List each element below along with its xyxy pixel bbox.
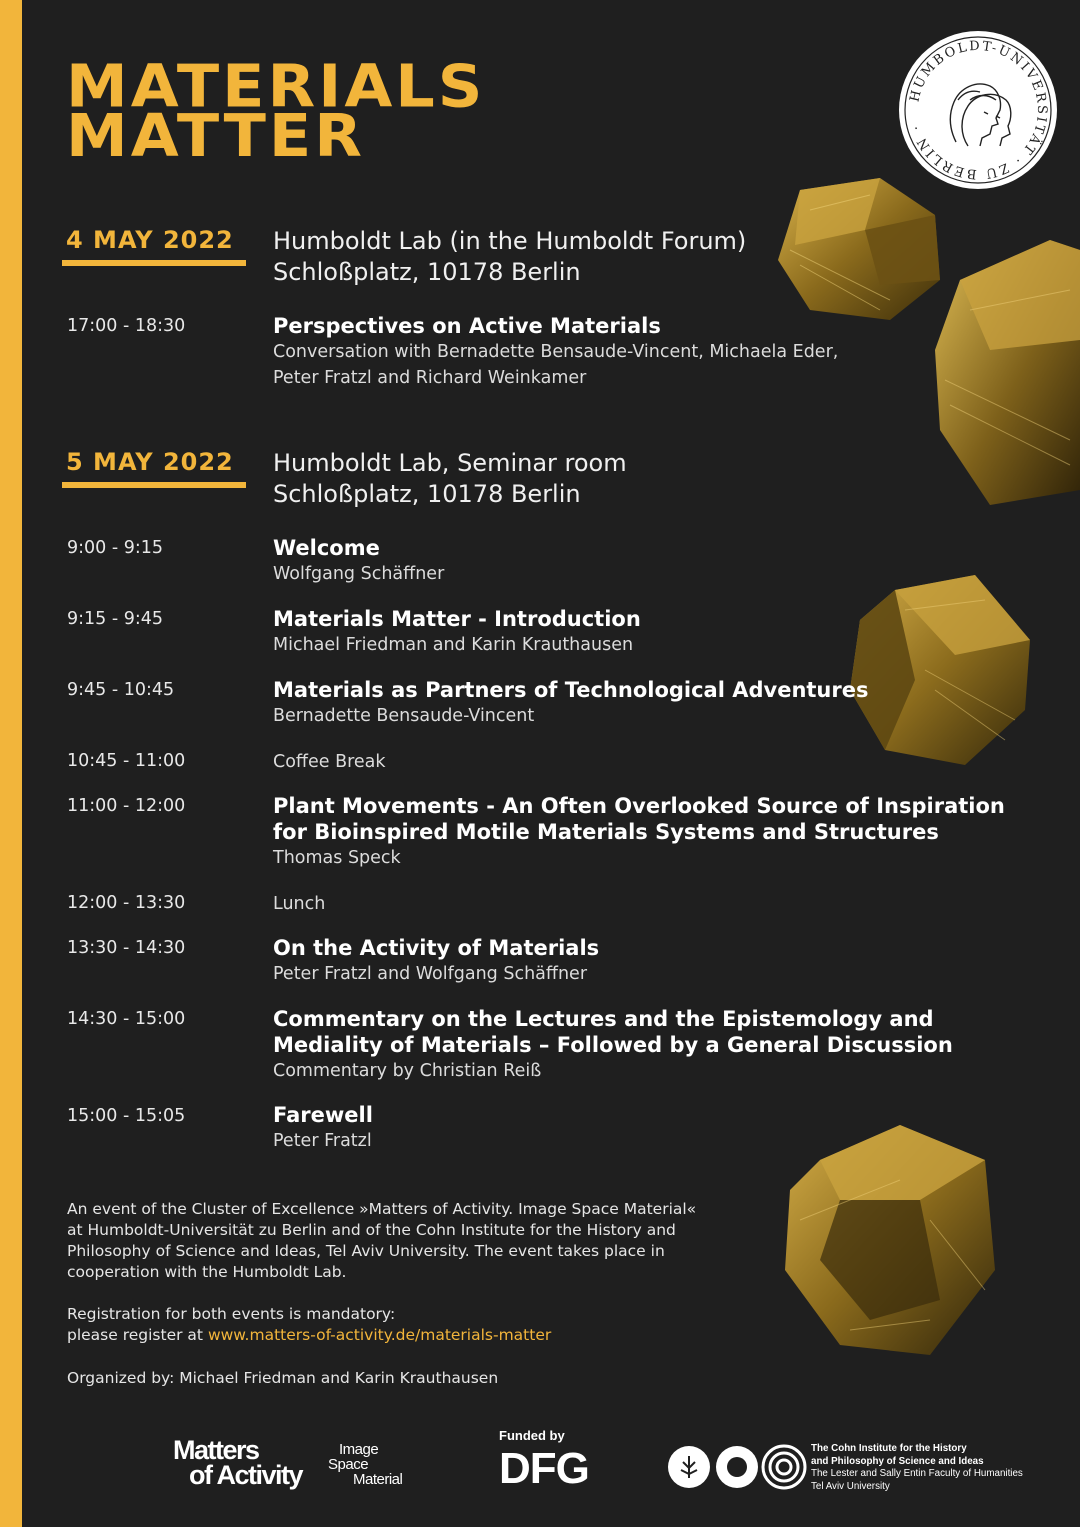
session-break: Lunch xyxy=(273,894,326,914)
day1-date-underline xyxy=(62,260,246,266)
seal-text: HUMBOLDT-UNIVERSITÄT · ZU BERLIN · xyxy=(907,38,1050,182)
session-speakers: Commentary by Christian Reiß xyxy=(273,1061,542,1081)
crystal-image-3 xyxy=(845,570,1040,770)
registration-line xyxy=(67,1325,707,1346)
session-title: Farewell xyxy=(273,1103,373,1127)
session-speakers: Conversation with Bernadette Bensaude-Vincent, Michaela Eder, xyxy=(273,342,839,362)
session-time: 10:45 - 11:00 xyxy=(67,751,186,771)
session-title: Welcome xyxy=(273,536,380,560)
image-space-material-logo xyxy=(328,1442,402,1487)
cohn-line-3: The Lester and Sally Entin Faculty of Humanities xyxy=(811,1468,1023,1479)
dfg-wordmark: DFG xyxy=(499,1444,589,1493)
session-speakers: Peter Fratzl xyxy=(273,1131,372,1151)
crystal-image-4 xyxy=(780,1120,1000,1360)
session-speakers: Michael Friedman and Karin Krauthausen xyxy=(273,635,634,655)
session-speakers: Peter Fratzl and Wolfgang Schäffner xyxy=(273,964,588,984)
registration-prefix: please register at xyxy=(67,1326,208,1344)
session-item xyxy=(273,606,641,658)
cohn-line-4: Tel Aviv University xyxy=(811,1480,890,1492)
session-time: 14:30 - 15:00 xyxy=(67,1009,186,1029)
title-line-1: MATERIALS xyxy=(66,51,486,121)
day2-venue-line-1: Humboldt Lab, Seminar room xyxy=(273,449,627,477)
cohn-line-2: and Philosophy of Science and Ideas xyxy=(811,1455,984,1467)
session-time: 13:30 - 14:30 xyxy=(67,938,186,958)
humboldt-university-seal xyxy=(898,30,1058,190)
day2-venue-line-2: Schloßplatz, 10178 Berlin xyxy=(273,480,581,508)
matters-of-activity-logo xyxy=(173,1435,303,1490)
session-speakers: Thomas Speck xyxy=(273,848,401,868)
day2-venue xyxy=(273,448,627,510)
session-time: 11:00 - 12:00 xyxy=(67,796,186,816)
session-item xyxy=(273,535,444,587)
moa-logo-line-2: of Activity xyxy=(189,1460,303,1490)
session-time: 12:00 - 13:30 xyxy=(67,893,186,913)
session-title: Perspectives on Active Materials xyxy=(273,314,661,338)
session-item xyxy=(273,1102,373,1154)
cohn-institute-logo-text xyxy=(811,1443,1023,1493)
session-title: Plant Movements - An Often Overlooked Source of Inspiration xyxy=(273,794,1005,818)
registration-note xyxy=(67,1304,707,1346)
description-line: cooperation with the Humboldt Lab. xyxy=(67,1263,347,1281)
ism-logo-line-2: Space xyxy=(328,1456,369,1473)
ism-logo-line-3: Material xyxy=(353,1471,403,1488)
title-line-2: MATTER xyxy=(66,100,365,171)
day1-date: 4 MAY 2022 xyxy=(66,226,234,254)
session-speakers: Bernadette Bensaude-Vincent xyxy=(273,706,535,726)
day2-date: 5 MAY 2022 xyxy=(66,448,234,476)
description-line: Philosophy of Science and Ideas, Tel Aviv University. The event takes place in xyxy=(67,1242,665,1260)
crystal-image-2 xyxy=(930,230,1080,510)
funded-by-label: Funded by xyxy=(499,1428,565,1443)
accent-stripe xyxy=(0,0,22,1527)
ism-logo-line-1: Image xyxy=(339,1441,379,1458)
moa-logo-line-1: Matters xyxy=(173,1435,259,1465)
session-item xyxy=(273,749,386,775)
session-title: Materials as Partners of Technological Adventures xyxy=(273,678,869,702)
registration-line: Registration for both events is mandatory: xyxy=(67,1305,396,1323)
session-item xyxy=(273,677,869,729)
cohn-line-1: The Cohn Institute for the History xyxy=(811,1443,967,1454)
session-title: On the Activity of Materials xyxy=(273,936,600,960)
session-item xyxy=(273,1006,953,1084)
description-line: An event of the Cluster of Excellence »Matters of Activity. Image Space Material« xyxy=(67,1200,697,1218)
session-title: Mediality of Materials – Followed by a General Discussion xyxy=(273,1033,953,1057)
session-title: for Bioinspired Motile Materials Systems and Structures xyxy=(273,820,939,844)
day1-venue-line-2: Schloßplatz, 10178 Berlin xyxy=(273,258,581,286)
registration-link[interactable]: www.matters-of-activity.de/materials-matter xyxy=(207,1326,552,1344)
crystal-image-1 xyxy=(770,170,950,330)
session-item xyxy=(273,793,1005,871)
day1-venue-line-1: Humboldt Lab (in the Humboldt Forum) xyxy=(273,227,747,255)
session-time: 15:00 - 15:05 xyxy=(67,1106,186,1126)
day2-date-underline xyxy=(62,482,246,488)
dfg-logo xyxy=(499,1428,589,1491)
session-item xyxy=(273,935,599,987)
organizers: Organized by: Michael Friedman and Karin Krauthausen xyxy=(67,1369,499,1387)
session-time: 17:00 - 18:30 xyxy=(67,316,186,336)
session-title: Commentary on the Lectures and the Epistemology and xyxy=(273,1007,934,1031)
description-line: at Humboldt-Universität zu Berlin and of the Cohn Institute for the History and xyxy=(67,1221,676,1239)
session-title: Materials Matter - Introduction xyxy=(273,607,641,631)
session-time: 9:00 - 9:15 xyxy=(67,538,164,558)
session-item xyxy=(273,891,325,917)
day1-venue xyxy=(273,226,746,288)
page-title xyxy=(66,51,486,171)
session-break: Coffee Break xyxy=(273,752,386,772)
tel-aviv-university-circles-icon xyxy=(667,1444,807,1490)
session-time: 9:15 - 9:45 xyxy=(67,609,164,629)
session-item xyxy=(273,313,838,391)
event-description xyxy=(67,1199,707,1283)
session-time: 9:45 - 10:45 xyxy=(67,680,175,700)
session-speakers: Wolfgang Schäffner xyxy=(273,564,445,584)
session-speakers: Peter Fratzl and Richard Weinkamer xyxy=(273,368,587,388)
